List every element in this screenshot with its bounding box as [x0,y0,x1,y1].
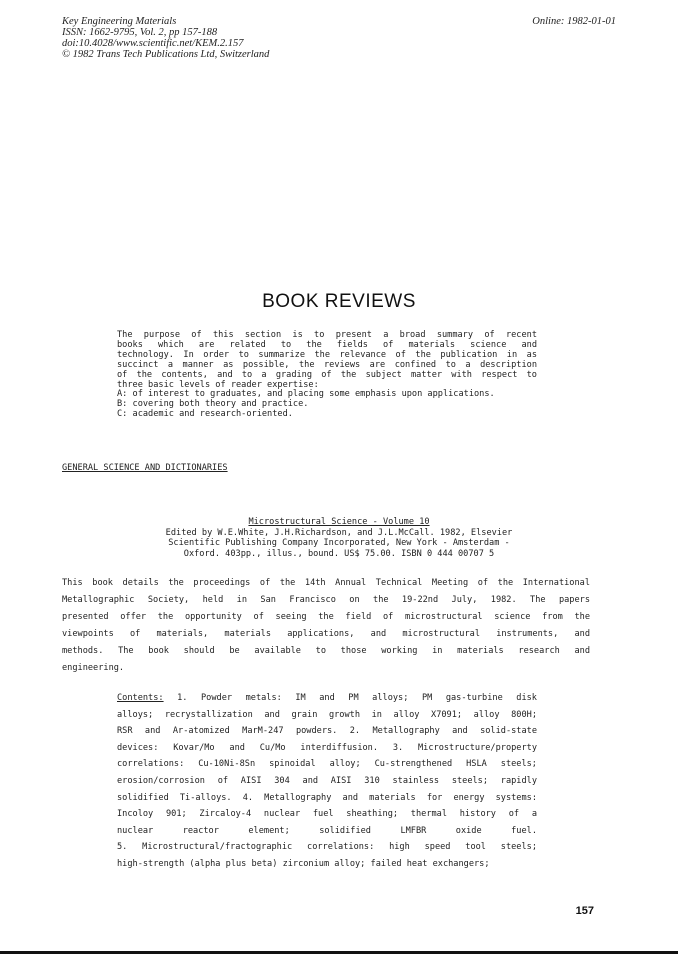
level-a: A: of interest to graduates, and placing some emphasis upon applications. [117,389,495,400]
intro-line: of the contents, and to a grading of the subject matter with respect to [117,369,537,380]
page-number: 157 [575,905,594,917]
contents-list [117,690,537,873]
citation-line: Oxford. 403pp., illus., bound. US$ 75.00. ISBN 0 444 00707 5 [183,548,495,559]
copyright-line: © 1982 Trans Tech Publications Ltd, Switzerland [62,49,270,60]
intro-line: three basic levels of reader expertise: [117,379,319,390]
contents-line: nuclear reactor element; solidified LMFBR oxide fuel. [117,825,537,836]
contents-line: RSR and Ar-atomized MarM-247 powders. 2. Metallography and solid-state [117,726,537,737]
body-line: viewpoints of materials, materials applications, and microstructural instruments, and [62,629,590,639]
contents-label: Contents: [117,693,164,703]
review-body [62,575,590,677]
bottom-rule [0,951,678,954]
contents-line: Incoloy 901; Zircaloy-4 nuclear fuel sheathing; thermal history of a [117,809,537,820]
citation-line: Scientific Publishing Company Incorporated, New York - Amsterdam - [168,538,510,549]
section-heading: GENERAL SCIENCE AND DICTIONARIES [62,463,228,473]
contents-line: alloys; recrystallization and grain growth in alloy X7091; alloy 800H; [117,709,537,720]
body-line: Metallographic Society, held in San Francisco on the 19-22nd July, 1982. The papers [62,595,590,605]
online-date: Online: 1982-01-01 [532,16,616,27]
citation-line: Edited by W.E.White, J.H.Richardson, and J.L.McCall. 1982, Elsevier [165,527,513,538]
journal-name: Key Engineering Materials [62,16,177,27]
page-title: BOOK REVIEWS [262,291,416,312]
issn-line: ISSN: 1662-9795, Vol. 2, pp 157-188 [62,27,218,38]
contents-line [117,690,537,707]
contents-line: 5. Microstructural/fractographic correlations: high speed tool steels; [117,842,537,853]
contents-line: solidified Ti-alloys. 4. Metallography and materials for energy systems: [117,792,537,803]
intro-line: books which are related to the fields of materials science and [117,339,537,350]
contents-line: devices: Kovar/Mo and Cu/Mo interdiffusion. 3. Microstructure/property [117,742,537,753]
intro-line: technology. In order to summarize the relevance of the publication in as [117,349,537,360]
contents-line: high-strength (alpha plus beta) zirconium alloy; failed heat exchangers; [117,858,490,869]
journal-header [62,16,269,60]
intro-line: The purpose of this section is to present a broad summary of recent [117,330,537,340]
body-line: presented offer the opportunity of seeing the field of microstructural science from the [62,612,590,622]
intro-paragraph [117,331,537,420]
body-line: This book details the proceedings of the 14th Annual Technical Meeting of the International [62,578,590,588]
book-citation [0,517,678,559]
contents-first-line: 1. Powder metals: IM and PM alloys; PM gas-turbine disk [177,693,537,703]
body-line: engineering. [62,663,125,673]
contents-line: erosion/corrosion of AISI 304 and AISI 310 stainless steels; rapidly [117,775,537,786]
level-b: B: covering both theory and practice. [117,399,309,410]
contents-line: correlations: Cu-10Ni-8Sn spinoidal alloy; Cu-strengthened HSLA steels; [117,759,537,770]
book-title: Microstructural Science - Volume 10 [248,517,430,527]
intro-line: succinct a manner as possible, the reviews are confined to a description [117,359,537,370]
level-c: C: academic and research-oriented. [117,409,293,420]
body-line: methods. The book should be available to those working in materials research and [62,646,590,656]
doi-line: doi:10.4028/www.scientific.net/KEM.2.157 [62,38,244,49]
